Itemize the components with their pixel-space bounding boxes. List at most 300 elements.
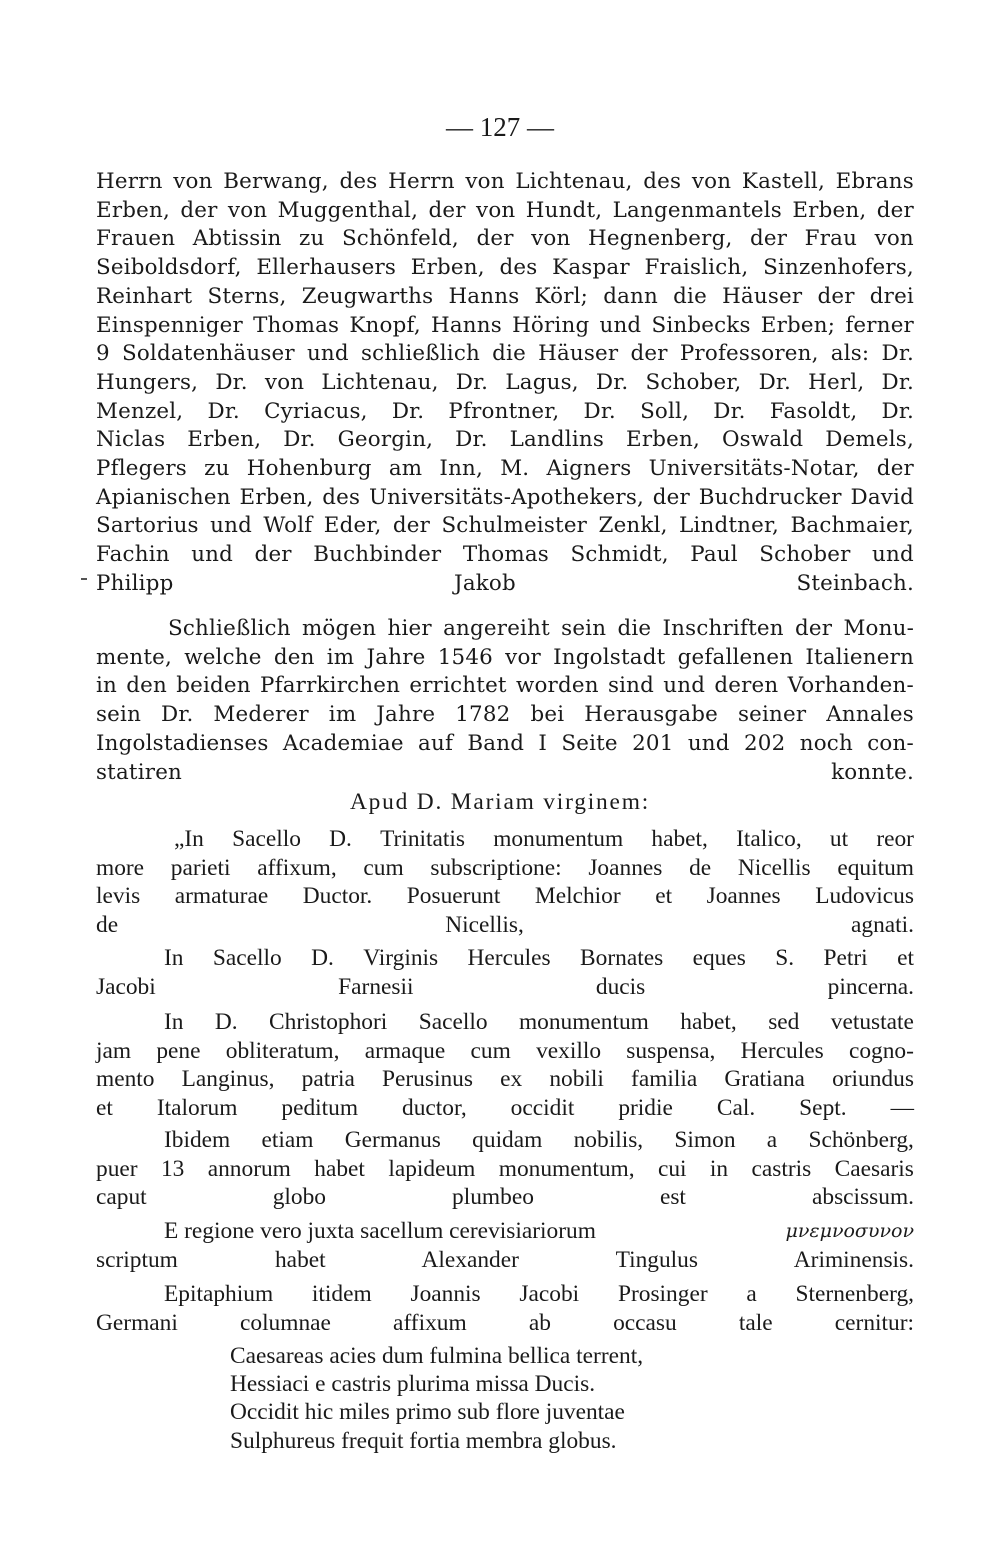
word: Herrn: [96, 169, 163, 194]
word: Langenmantels: [612, 197, 782, 223]
word: In: [164, 1009, 184, 1035]
word: monumentum: [518, 1009, 649, 1035]
word: Band: [467, 730, 525, 756]
word: Niclas: [96, 427, 166, 453]
text-line: [96, 1008, 914, 1037]
word: in: [709, 1155, 729, 1182]
word: Schober,: [645, 369, 742, 395]
word: Dr.: [595, 369, 629, 395]
latin-paragraph-trinitatis: [96, 825, 914, 940]
word: Schmidt,: [570, 542, 669, 568]
word: Pfarrkirchen: [260, 673, 401, 699]
word: nobilis,: [573, 1127, 644, 1153]
word: Bachmaier,: [790, 513, 914, 539]
word: Frauen: [96, 226, 176, 252]
word: con-: [867, 730, 914, 756]
word: Langinus,: [181, 1066, 275, 1093]
word: Paul: [690, 542, 738, 568]
word: vor: [505, 644, 541, 670]
text-line: [96, 254, 914, 283]
word: I: [538, 730, 548, 756]
word: Zenkl,: [598, 513, 668, 539]
word: Soldatenhäuser: [121, 341, 295, 367]
word: Schober: [759, 542, 851, 568]
word: hier: [387, 616, 432, 641]
word: und: [687, 730, 730, 756]
word: Wolf: [263, 513, 313, 539]
word: Epitaphium: [164, 1281, 274, 1307]
word: und: [872, 542, 914, 568]
word: In: [164, 945, 184, 971]
word: worden: [515, 673, 599, 699]
word: und: [210, 513, 252, 539]
word: Mederer: [213, 702, 309, 728]
word: Hundt,: [525, 197, 603, 223]
word: vetustate: [830, 1009, 914, 1035]
word: Schließlich: [168, 616, 291, 641]
word: auf: [418, 730, 454, 756]
word: Nicellis: [737, 854, 811, 881]
word: Schönfeld,: [341, 226, 459, 252]
word: Simon: [674, 1127, 736, 1153]
paragraph-house-owners: [96, 168, 914, 599]
word: Jacobi: [519, 1281, 580, 1307]
word: et: [655, 883, 673, 910]
word: der: [254, 542, 292, 568]
text-line: [96, 541, 914, 570]
word: Hanns: [430, 312, 502, 338]
word: castris: [751, 1155, 812, 1182]
verse-line: Occidit hic miles primo sub flore juventae: [230, 1399, 625, 1426]
word: Sacello: [418, 1009, 488, 1035]
word: mento: [96, 1066, 155, 1093]
word: Fasoldt,: [769, 398, 858, 424]
word: im: [328, 702, 357, 728]
word: Sterns,: [207, 283, 287, 309]
word: Menzel,: [96, 398, 184, 424]
word: Inn,: [439, 456, 484, 482]
text-line: Germani columnae affixum ab occasu tale cernitur:: [96, 1309, 914, 1336]
text-line: [96, 1065, 914, 1094]
text-line: [96, 168, 914, 197]
word: Posuerunt: [406, 883, 501, 910]
word: Jahre: [376, 702, 436, 728]
text-line: [96, 283, 914, 312]
word: Erben,: [792, 197, 867, 223]
word: 1782: [455, 702, 511, 728]
text-line: [96, 854, 914, 883]
word: cui: [657, 1155, 687, 1182]
verse-line: Caesareas acies dum fulmina bellica terrent,: [230, 1343, 644, 1369]
word: Eder,: [323, 513, 382, 539]
latin-paragraph-regione: [96, 1217, 914, 1274]
word: Dr.: [881, 341, 914, 367]
word: Joannis: [410, 1281, 481, 1307]
word: Erben,: [187, 427, 262, 453]
word: Ingolstadt: [553, 644, 666, 670]
latin-paragraph-epitaph: [96, 1280, 914, 1337]
word: de: [689, 854, 712, 881]
word: der: [794, 616, 833, 641]
epitaph-verse: [230, 1342, 643, 1455]
word: Dr.: [881, 369, 914, 395]
word: sind: [607, 673, 655, 699]
word: etiam: [261, 1127, 314, 1153]
word: oriundus: [832, 1066, 914, 1093]
word: Germanus: [344, 1127, 441, 1153]
paragraph-inscriptions-intro: [96, 615, 914, 787]
word: Pflegers: [96, 456, 187, 482]
word: Ingolstadienses: [96, 730, 269, 756]
word: Dr.: [583, 398, 616, 424]
text-line: [96, 398, 914, 427]
word: mögen: [301, 616, 377, 641]
verse-line: Sulphureus frequit fortia membra globus.: [230, 1427, 617, 1454]
word: Joannes: [588, 854, 663, 881]
word: vexillo: [536, 1037, 602, 1064]
word: ex: [500, 1066, 523, 1093]
word: Herausgabe: [584, 702, 719, 728]
word: Italienern: [805, 644, 914, 670]
word: Buchdrucker: [698, 484, 842, 510]
word: von: [874, 226, 914, 252]
word: monumentum,: [498, 1155, 635, 1182]
word: von: [227, 197, 268, 223]
word: der: [876, 456, 914, 482]
word: Kaspar: [552, 255, 630, 281]
word: Höring: [512, 312, 590, 338]
word: Körl;: [534, 283, 589, 309]
word: angereiht: [443, 616, 550, 641]
text-line: [96, 1280, 914, 1309]
word: Hungers,: [96, 369, 199, 395]
word: die: [673, 283, 707, 309]
word: M.: [500, 456, 530, 482]
word: Kastell,: [741, 169, 825, 194]
word: Häuser: [722, 283, 803, 309]
word: Herrn: [388, 169, 455, 194]
word: Fraislich,: [644, 255, 749, 281]
scan-artifact: [81, 578, 87, 580]
text-line: [96, 644, 914, 673]
word: Italico,: [736, 826, 802, 852]
word: Vorhanden-: [787, 673, 914, 699]
word: eques: [692, 945, 746, 971]
word: 1546: [437, 644, 493, 670]
word: die: [492, 341, 526, 367]
word: Oswald: [721, 427, 804, 453]
word: Hercules: [467, 945, 551, 971]
word: Erben;: [760, 312, 836, 338]
text-line: [96, 1217, 914, 1246]
word: D.: [311, 945, 334, 971]
word: Christophori: [269, 1009, 388, 1035]
latin-paragraph-christophori: [96, 1008, 914, 1123]
word: Erben,: [626, 427, 700, 453]
word: der: [749, 226, 788, 252]
word: Buchbinder: [313, 542, 442, 568]
word: der: [652, 484, 690, 510]
word: Academiae: [282, 730, 404, 756]
word: Dr.: [881, 398, 914, 424]
word: Ludovicus: [815, 883, 914, 910]
text-line: scriptum habet Alexander Tingulus Ariminensis.: [96, 1246, 914, 1273]
word: Hegnenberg,: [587, 226, 733, 252]
word: Cyriacus,: [264, 398, 368, 424]
word: Prosinger: [617, 1281, 708, 1307]
word: Gratiana: [724, 1066, 805, 1093]
word: von: [173, 169, 213, 194]
word: Apianischen: [96, 484, 231, 510]
word: ut: [829, 826, 849, 852]
word: jam: [96, 1037, 132, 1064]
word: sein: [96, 702, 142, 728]
word: von: [691, 169, 732, 194]
text-line: [96, 701, 914, 730]
word: familia: [631, 1066, 698, 1093]
word: Muggenthal,: [277, 197, 419, 223]
word: und: [599, 312, 642, 338]
word: Landlins: [509, 427, 605, 453]
word: Dr.: [283, 427, 316, 453]
section-heading: Apud D. Mariam virginem:: [349, 789, 651, 815]
word: Frau: [804, 226, 858, 252]
word: des: [339, 169, 378, 194]
word: Erben,: [96, 197, 170, 223]
word: quidam: [472, 1127, 543, 1153]
word: der: [476, 226, 514, 252]
word: D.: [329, 826, 352, 852]
word: armaturae: [174, 883, 269, 910]
word: patria: [301, 1066, 355, 1093]
word: den: [126, 673, 167, 699]
text-line: [96, 197, 914, 226]
word: Georgin,: [337, 427, 434, 453]
word: des: [499, 255, 538, 281]
regione-text: E regione vero juxta sacellum cerevisiariorum: [164, 1218, 596, 1244]
text-line: [96, 484, 914, 513]
word: Demels,: [825, 427, 914, 453]
word: der: [630, 341, 668, 367]
word: Ductor.: [302, 883, 373, 910]
word: Lichtenau,: [321, 369, 439, 395]
word: Lichtenau,: [515, 169, 633, 194]
word: Virginis: [363, 945, 439, 971]
word: monumentum: [493, 826, 624, 852]
word: Melchior: [534, 883, 621, 910]
word: equitum: [837, 854, 914, 881]
word: Hohenburg: [246, 456, 372, 482]
word: und: [191, 542, 234, 568]
text-line: [96, 512, 914, 541]
word: Pfrontner,: [448, 398, 560, 424]
word: Bornates: [580, 945, 664, 971]
text-line: [96, 1037, 914, 1066]
greek-word: μνεμνοσυνον: [785, 1220, 914, 1242]
word: Jahre: [366, 644, 426, 670]
text-line: [96, 882, 914, 911]
text-line: Jacobi Farnesii ducis pincerna.: [96, 973, 914, 1000]
word: habet,: [651, 826, 708, 852]
word: more: [96, 854, 145, 881]
word: Sartorius: [96, 513, 199, 539]
word: ferner: [845, 312, 914, 338]
word: Berwang,: [223, 169, 329, 194]
word: gefallenen: [677, 644, 794, 670]
word: noch: [799, 730, 853, 756]
word: in: [96, 673, 118, 699]
word: pene: [156, 1037, 201, 1064]
word: Dr.: [455, 369, 489, 395]
word: und: [663, 673, 706, 699]
text-line: [96, 455, 914, 484]
word: Knopf,: [349, 312, 421, 338]
word: subscriptione:: [430, 854, 562, 881]
word: Sinbecks: [651, 312, 751, 338]
word: am: [388, 456, 423, 482]
word: Universitäts-Notar,: [648, 456, 860, 482]
word: von: [264, 369, 305, 395]
latin-paragraph-virginis: [96, 944, 914, 1001]
page-number: — 127 —: [446, 112, 554, 142]
word: Seite: [561, 730, 618, 756]
word: Erben,: [239, 484, 314, 510]
word: affixum,: [257, 854, 337, 881]
word: die: [617, 616, 652, 641]
word: Dr.: [455, 427, 488, 453]
word: Dr.: [215, 369, 248, 395]
word: 202: [743, 730, 786, 756]
word: Sinzenhofers,: [763, 255, 914, 281]
word: der: [392, 513, 431, 539]
word: Schönberg,: [808, 1127, 914, 1153]
word: im: [326, 644, 355, 670]
word: Einspenniger: [96, 312, 243, 338]
word: als:: [830, 341, 870, 367]
word: habet: [314, 1155, 365, 1182]
word: Hercules: [740, 1037, 824, 1064]
word: Monu-: [843, 616, 914, 641]
word: parieti: [170, 854, 231, 881]
text-line: [96, 340, 914, 369]
text-line: [96, 615, 914, 644]
word: des: [322, 484, 361, 510]
text-line: caput globo plumbeo est abscissum.: [96, 1184, 914, 1211]
word: annorum: [207, 1155, 291, 1182]
word: des: [643, 169, 682, 194]
word: Professoren,: [679, 341, 819, 367]
word: Caesaris: [834, 1155, 914, 1182]
word: Trinitatis: [380, 826, 466, 852]
word: Häuser: [538, 341, 619, 367]
word: Sacello: [212, 945, 282, 971]
word: Lindtner,: [679, 513, 780, 539]
word: Fachin: [96, 542, 170, 568]
word: zu: [204, 456, 230, 482]
word: Soll,: [640, 398, 690, 424]
word: Schulmeister: [441, 513, 588, 539]
word: Dr.: [713, 398, 746, 424]
text-line: [96, 312, 914, 341]
text-line: et Italorum peditum ductor, occidit pridie Cal. Sept. —: [96, 1095, 914, 1122]
text-line: [96, 672, 914, 701]
text-line: [96, 1155, 914, 1184]
word: Ellerhausers: [256, 255, 397, 281]
word: Ibidem: [164, 1127, 231, 1153]
word: von: [531, 226, 571, 252]
word: Abtissin: [192, 226, 282, 252]
word: Joannes: [706, 883, 781, 910]
word: Lagus,: [505, 369, 579, 395]
word: sed: [768, 1009, 800, 1035]
verse-line: Hessiaci e castris plurima missa Ducis.: [230, 1371, 596, 1398]
word: „In: [174, 826, 204, 852]
word: Reinhart: [96, 283, 193, 309]
word: armaque: [364, 1037, 446, 1064]
word: der: [428, 197, 466, 223]
word: Hanns: [448, 283, 520, 309]
word: levis: [96, 883, 141, 910]
word: deren: [714, 673, 779, 699]
word: Universitäts-Apothekers,: [368, 484, 644, 510]
word: bei: [530, 702, 565, 728]
word: S.: [775, 945, 795, 971]
text-line: [96, 944, 914, 973]
word: drei: [869, 283, 914, 309]
word: suspensa,: [626, 1037, 716, 1064]
word: schließlich: [360, 341, 480, 367]
word: Perusinus: [382, 1066, 473, 1093]
text-line: [96, 426, 914, 455]
word: a: [746, 1281, 757, 1307]
word: David: [850, 484, 914, 510]
word: habet,: [680, 1009, 737, 1035]
word: Herl,: [808, 369, 865, 395]
word: cum: [363, 854, 404, 881]
word: Sacello: [232, 826, 301, 852]
word: welche: [184, 644, 262, 670]
word: Aigners: [546, 456, 632, 482]
word: den: [273, 644, 315, 670]
word: Thomas: [253, 312, 340, 338]
word: dann: [603, 283, 659, 309]
text-line: [96, 825, 914, 854]
word: 9: [96, 341, 110, 367]
word: itidem: [311, 1281, 372, 1307]
word: Dr.: [161, 702, 194, 728]
text-line: [96, 225, 914, 254]
word: cum: [470, 1037, 511, 1064]
word: Seiboldsdorf,: [96, 255, 242, 281]
word: zu: [299, 226, 325, 252]
word: reor: [876, 826, 914, 852]
word: Thomas: [462, 542, 549, 568]
word: Zeugwarths: [301, 283, 434, 309]
word: von: [465, 169, 505, 194]
word: D.: [214, 1009, 238, 1035]
word: Petri: [823, 945, 868, 971]
word: errichtet: [409, 673, 507, 699]
word: und: [306, 341, 349, 367]
word: sein: [561, 616, 607, 641]
text-line: de Nicellis, agnati.: [96, 912, 914, 939]
word: 13: [160, 1155, 185, 1182]
word: Erben,: [410, 255, 485, 281]
word: cogno-: [848, 1037, 914, 1064]
word: der: [817, 283, 855, 309]
word: 201: [632, 730, 674, 756]
word: et: [897, 945, 914, 971]
